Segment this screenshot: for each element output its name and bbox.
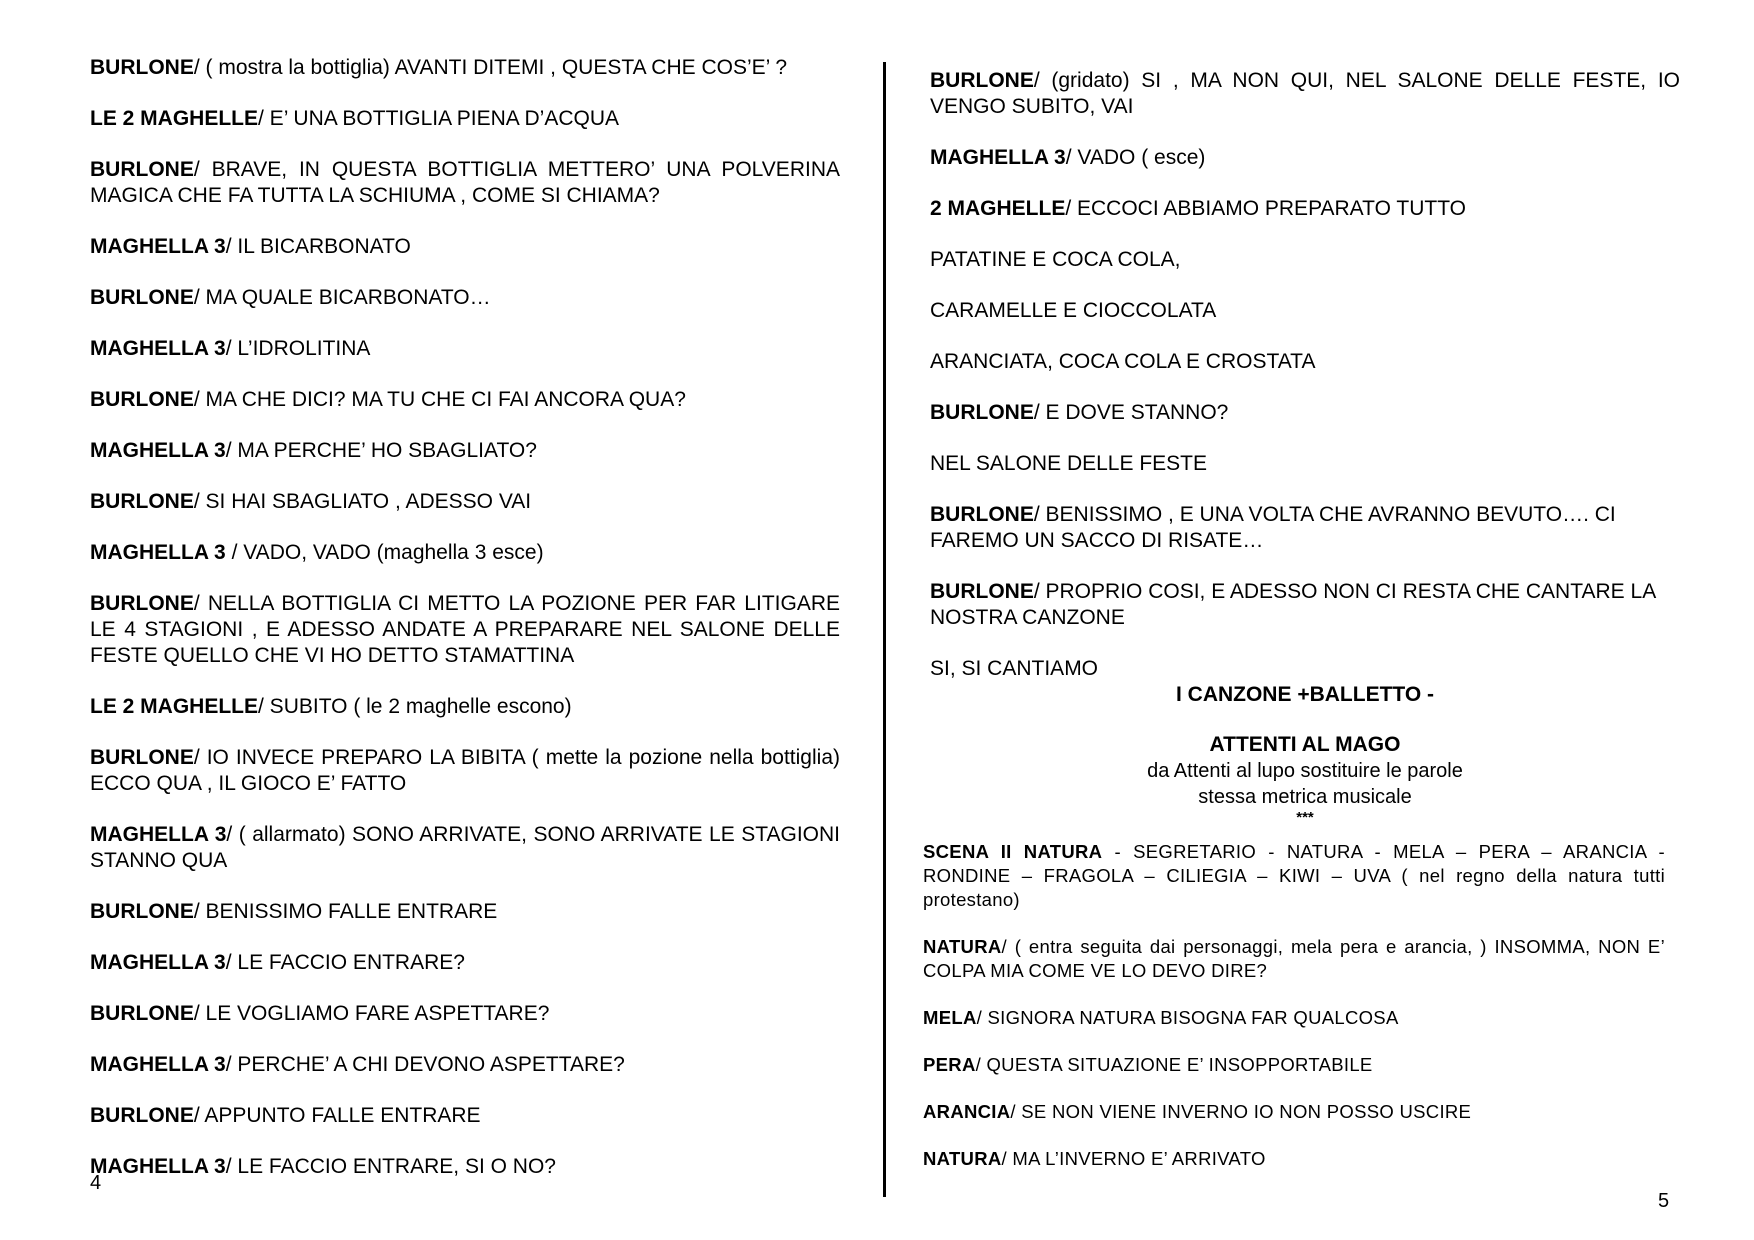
line-text: / VADO ( esce) <box>1065 146 1206 169</box>
dialogue-line <box>923 1053 1665 1077</box>
song-heading: I CANZONE +BALLETTO - <box>1175 683 1435 706</box>
dialogue-line <box>90 234 840 260</box>
speaker: NATURA <box>923 1148 1002 1169</box>
page-number-left: 4 <box>90 1172 102 1194</box>
dialogue-line <box>930 145 1680 171</box>
dialogue-line <box>930 196 1680 222</box>
speaker: BURLONE <box>930 503 1034 526</box>
speaker: MELA <box>923 1007 977 1028</box>
speaker: MAGHELLA 3 <box>90 823 227 846</box>
dialogue-line <box>923 1100 1665 1124</box>
line-text: / SIGNORA NATURA BISOGNA FAR QUALCOSA <box>976 1007 1399 1028</box>
speaker: MAGHELLA 3 <box>90 337 226 360</box>
speaker: BURLONE <box>90 388 194 411</box>
dialogue-line <box>90 285 840 311</box>
song-note-1: da Attenti al lupo sostituire le parole <box>1147 760 1463 782</box>
dialogue-line <box>90 694 840 720</box>
song-block <box>870 682 1740 826</box>
speaker: BURLONE <box>90 1104 194 1127</box>
speaker: BURLONE <box>930 69 1034 92</box>
speaker: NATURA <box>923 936 1002 957</box>
dialogue-line <box>90 489 840 515</box>
speaker: MAGHELLA 3 <box>930 146 1066 169</box>
line-text: / E’ UNA BOTTIGLIA PIENA D’ACQUA <box>258 107 619 130</box>
speaker: MAGHELLA 3 <box>90 235 226 258</box>
dialogue-line <box>90 1052 840 1078</box>
dialogue-line <box>90 950 840 976</box>
speaker: MAGHELLA 3 <box>90 951 226 974</box>
speaker: BURLONE <box>930 580 1034 603</box>
dialogue-line <box>930 451 1680 477</box>
line-text: / (gridato) SI , MA NON QUI, NEL SALONE DELLE FESTE, IO VENGO SUBITO, VAI <box>930 69 1680 118</box>
line-text: / APPUNTO FALLE ENTRARE <box>193 1104 481 1127</box>
line-text: / L’IDROLITINA <box>225 337 371 360</box>
line-text: NEL SALONE DELLE FESTE <box>930 452 1207 475</box>
speaker: MAGHELLA 3 <box>90 1155 226 1178</box>
dialogue-line <box>930 502 1680 554</box>
speaker: BURLONE <box>90 56 194 79</box>
speaker: BURLONE <box>90 592 194 615</box>
line-text: / SE NON VIENE INVERNO IO NON POSSO USCIRE <box>1010 1101 1472 1122</box>
dialogue-line <box>930 298 1680 324</box>
speaker: MAGHELLA 3 <box>90 1053 226 1076</box>
song-title: ATTENTI AL MAGO <box>1209 733 1401 756</box>
line-text: / ( mostra la bottiglia) AVANTI DITEMI , QUESTA CHE COS’E’ ? <box>193 56 788 79</box>
line-text: / BENISSIMO , E UNA VOLTA CHE AVRANNO BEVUTO…. CI FAREMO UN SACCO DI RISATE… <box>930 503 1616 552</box>
line-text: / IO INVECE PREPARO LA BIBITA ( mette la pozione nella bottiglia) ECCO QUA , IL GIOCO E’ FATTO <box>90 746 840 795</box>
line-text: / MA PERCHE’ HO SBAGLIATO? <box>225 439 537 462</box>
dialogue-line <box>930 349 1680 375</box>
dialogue-line <box>90 55 840 81</box>
line-text: / VADO, VADO (maghella 3 esce) <box>225 541 544 564</box>
left-dialogue <box>90 55 840 1180</box>
line-text: / SI HAI SBAGLIATO , ADESSO VAI <box>193 490 532 513</box>
speaker: BURLONE <box>90 900 194 923</box>
speaker: 2 MAGHELLE <box>930 197 1066 220</box>
scene-label: SCENA II NATURA <box>923 841 1103 862</box>
line-text: / LE FACCIO ENTRARE? <box>225 951 465 974</box>
dialogue-line <box>90 745 840 797</box>
line-text: / SUBITO ( le 2 maghelle escono) <box>258 695 572 718</box>
dialogue-line <box>930 656 1680 682</box>
dialogue-line <box>90 157 840 209</box>
dialogue-line <box>930 68 1680 120</box>
line-text: / MA L’INVERNO E’ ARRIVATO <box>1001 1148 1266 1169</box>
line-text: ARANCIATA, COCA COLA E CROSTATA <box>930 350 1316 373</box>
line-text: / LE VOGLIAMO FARE ASPETTARE? <box>193 1002 550 1025</box>
scene-heading <box>923 840 1665 912</box>
line-text: / MA CHE DICI? MA TU CHE CI FAI ANCORA QUA? <box>193 388 686 411</box>
dialogue-line <box>90 540 840 566</box>
dialogue-line <box>90 438 840 464</box>
dialogue-line <box>90 899 840 925</box>
dialogue-line <box>90 1154 840 1180</box>
right-page <box>923 0 1680 1240</box>
line-text: / NELLA BOTTIGLIA CI METTO LA POZIONE PER FAR LITIGARE LE 4 STAGIONI , E ADESSO ANDATE A PREPARARE NEL SALONE DELLE FESTE QUELLO CHE VI HO DETTO STAMATTINA <box>90 592 840 667</box>
line-text: / QUESTA SITUAZIONE E’ INSOPPORTABILE <box>975 1054 1373 1075</box>
dialogue-line <box>90 387 840 413</box>
dialogue-line <box>90 1103 840 1129</box>
speaker: BURLONE <box>90 158 194 181</box>
speaker: LE 2 MAGHELLE <box>90 695 259 718</box>
line-text: / BENISSIMO FALLE ENTRARE <box>193 900 498 923</box>
line-text: / ( entra seguita dai personaggi, mela pera e arancia, ) INSOMMA, NON E’ COLPA MIA COME VE LO DEVO DIRE? <box>923 936 1665 981</box>
left-page <box>90 0 840 1240</box>
line-text: / BRAVE, IN QUESTA BOTTIGLIA METTERO’ UNA POLVERINA MAGICA CHE FA TUTTA LA SCHIUMA , COME SI CHIAMA? <box>90 158 840 207</box>
dialogue-line <box>90 822 840 874</box>
speaker: BURLONE <box>90 746 194 769</box>
dialogue-line <box>930 579 1680 631</box>
page-number-right: 5 <box>1658 1190 1670 1212</box>
dialogue-line <box>90 336 840 362</box>
speaker: PERA <box>923 1054 976 1075</box>
speaker: LE 2 MAGHELLE <box>90 107 259 130</box>
line-text: / MA QUALE BICARBONATO… <box>193 286 491 309</box>
dialogue-line <box>90 1001 840 1027</box>
line-text: CARAMELLE E CIOCCOLATA <box>930 299 1217 322</box>
speaker: MAGHELLA 3 <box>90 541 226 564</box>
speaker: BURLONE <box>930 401 1034 424</box>
speaker: ARANCIA <box>923 1101 1011 1122</box>
line-text: SI, SI CANTIAMO <box>930 657 1099 680</box>
dialogue-line <box>923 1147 1665 1171</box>
line-text: / ECCOCI ABBIAMO PREPARATO TUTTO <box>1065 197 1466 220</box>
dialogue-line <box>90 106 840 132</box>
line-text: / PERCHE’ A CHI DEVONO ASPETTARE? <box>225 1053 625 1076</box>
speaker: BURLONE <box>90 286 194 309</box>
dialogue-line <box>930 400 1680 426</box>
line-text: / ( allarmato) SONO ARRIVATE, SONO ARRIVATE LE STAGIONI STANNO QUA <box>90 823 840 872</box>
speaker: BURLONE <box>90 1002 194 1025</box>
page-divider <box>883 62 886 1197</box>
speaker: BURLONE <box>90 490 194 513</box>
right-dialogue <box>923 68 1680 1194</box>
dialogue-line <box>923 935 1665 983</box>
dialogue-line <box>90 591 840 669</box>
line-text: / E DOVE STANNO? <box>1033 401 1229 424</box>
line-text: / LE FACCIO ENTRARE, SI O NO? <box>225 1155 556 1178</box>
dialogue-line <box>923 1006 1665 1030</box>
speaker: MAGHELLA 3 <box>90 439 226 462</box>
dialogue-line <box>930 247 1680 273</box>
scene-block <box>923 840 1665 1171</box>
line-text: / IL BICARBONATO <box>225 235 411 258</box>
line-text: PATATINE E COCA COLA, <box>930 248 1181 271</box>
song-stars: *** <box>1296 809 1314 826</box>
scene-text: - SEGRETARIO - NATURA - MELA – PERA – ARANCIA - RONDINE – FRAGOLA – CILIEGIA – KIWI – UVA ( nel regno della natura tutti protestano) <box>923 841 1665 910</box>
line-text: / PROPRIO COSI, E ADESSO NON CI RESTA CHE CANTARE LA NOSTRA CANZONE <box>930 580 1656 629</box>
song-note-2: stessa metrica musicale <box>1198 786 1412 808</box>
